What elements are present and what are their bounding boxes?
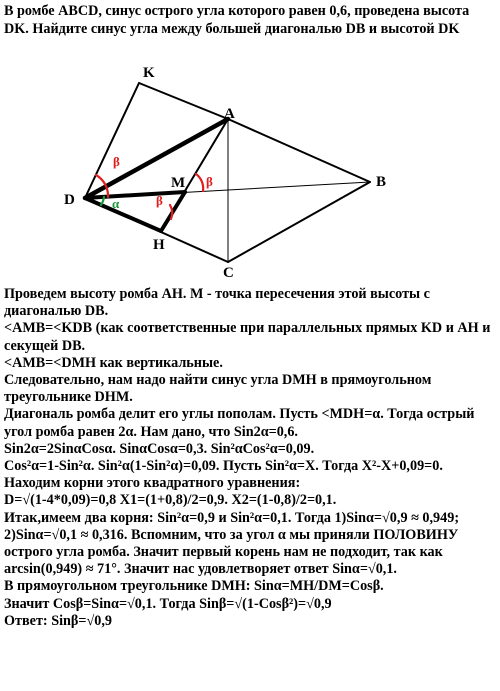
label-B: B xyxy=(376,174,387,190)
solution-line: Проведем высоту ромба AH. M - точка пересечения этой высоты с диагональю DB. xyxy=(4,286,430,320)
solution-line: Диагональ ромба делит его углы пополам. Пусть <MDH=α. Тогда острый угол ромба равен 2α. Нам дано, что Sin2α=0,6. xyxy=(4,406,475,440)
label-beta-M: β xyxy=(206,174,213,189)
solution-text xyxy=(4,286,498,630)
label-C: C xyxy=(223,265,234,281)
segment-KA xyxy=(139,83,228,119)
label-beta-H: β xyxy=(156,193,163,208)
side-BC xyxy=(228,182,370,262)
solution-line: В прямоугольном треугольнике DMH: Sinα=MH/DM=Cosβ. xyxy=(4,578,384,595)
solution-line: Cos²α=1-Sin²α. Sin²α(1-Sin²α)=0,09. Пусть Sin²α=X. Тогда X²-X+0,09=0. Находим корни этого квадратного уравнения: xyxy=(4,458,443,492)
solution-line: <AMB=<KDB (как соответственные при параллельных прямых KD и AH и секущей DB. xyxy=(4,320,491,354)
solution-line: Sin2α=2SinαCosα. SinαCosα=0,3. Sin²αCos²α=0,09. xyxy=(4,440,315,457)
solution-line: Значит Cosβ=Sinα=√0,1. Тогда Sinβ=√(1-Cosβ²)=√0,9 xyxy=(4,595,332,612)
problem-statement: В ромбе ABCD, синус острого угла которого равен 0,6, проведена высота DK. Найдите синус угла между большей диагональю DB и высотой DK xyxy=(4,3,470,37)
side-AB xyxy=(228,119,370,182)
solution-line: D=√(1-4*0,09)=0,8 X1=(1+0,8)/2=0,9. X2=(1-0,8)/2=0,1. xyxy=(4,492,337,509)
beta-arc-M xyxy=(196,174,203,191)
rhombus-figure xyxy=(0,62,500,284)
solution-line: Следовательно, нам надо найти синус угла DMH в прямоугольном треугольнике DHM. xyxy=(4,372,432,406)
solution-line: <AMB=<DMH как вертикальные. xyxy=(4,354,223,371)
solution-line: Итак,имеем два корня: Sin²α=0,9 и Sin²α=0,1. Тогда 1)Sinα=√0,9 ≈ 0,949; 2)Sinα=√0,1 ≈ 0,316. Вспомним, что за угол α мы приняли ПОЛОВИНУ острого угла ромба. Значит первый корень нам не подходит, так как arcsin(0,949) ≈ 71°. Значит нас удовлетворяет ответ Sinα=√0,1. xyxy=(4,509,460,578)
label-beta-D: β xyxy=(113,154,120,169)
segment-DM xyxy=(85,192,185,198)
label-D: D xyxy=(64,192,75,208)
label-A: A xyxy=(224,106,235,122)
label-H: H xyxy=(153,237,165,253)
label-M: M xyxy=(171,175,186,191)
solution-answer: Ответ: Sinβ=√0,9 xyxy=(4,612,113,629)
segment-DH xyxy=(85,198,161,231)
beta-arc-D xyxy=(96,175,108,197)
label-alpha-D: α xyxy=(112,196,120,211)
label-K: K xyxy=(143,65,155,81)
